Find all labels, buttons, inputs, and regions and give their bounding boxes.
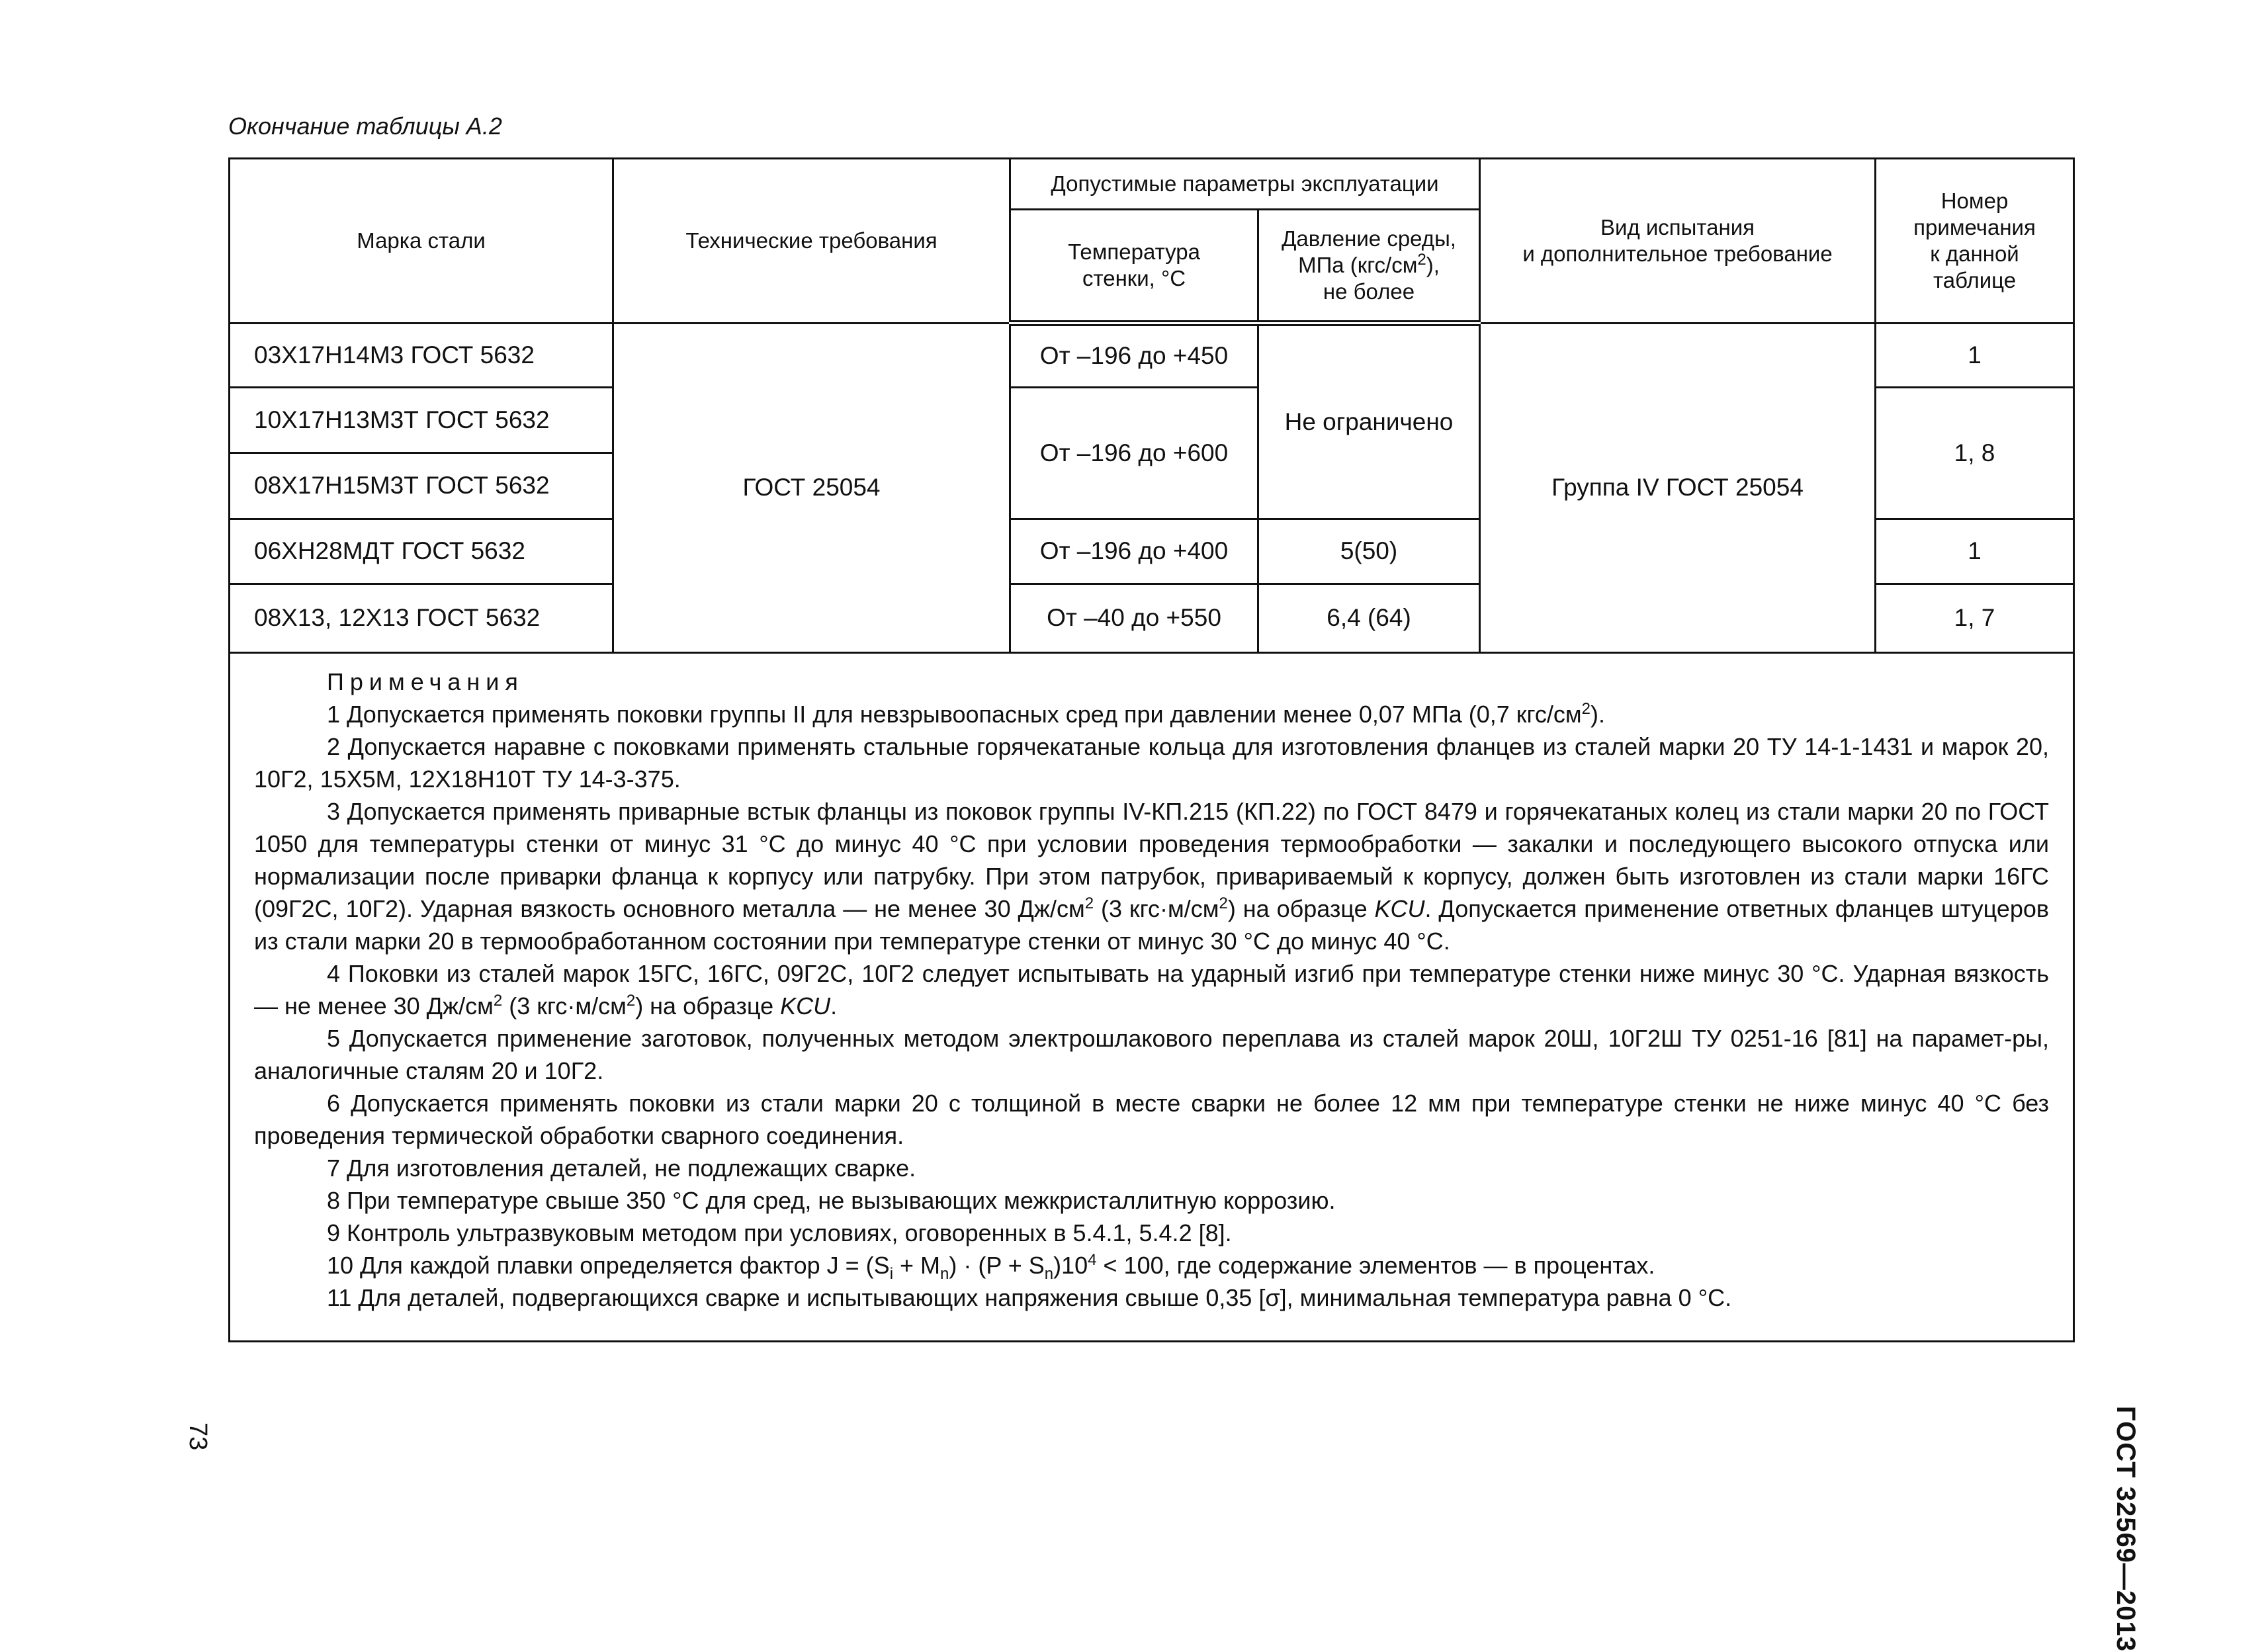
note-number-cell: 1 [1876, 324, 2074, 388]
pressure-cell: Не ограничено [1258, 324, 1480, 519]
note-3 [254, 795, 2049, 957]
header-temperature-line1: Температура [1068, 239, 1200, 264]
header-pressure-line3: не более [1323, 279, 1415, 304]
note-7: 7 Для изготовления деталей, не подлежащих сварке. [327, 1154, 916, 1182]
header-pressure-sup: 2 [1417, 250, 1426, 269]
note-4-text-4: . [830, 992, 838, 1020]
note-number-cell: 1, 7 [1876, 584, 2074, 653]
pressure-cell: 6,4 (64) [1258, 584, 1480, 653]
header-pressure-line2a: МПа (кгс/см [1298, 252, 1418, 277]
header-pressure [1258, 210, 1480, 324]
header-note-line2: примечания [1913, 214, 2036, 239]
header-temperature-line2: стенки, °С [1082, 266, 1186, 290]
header-pressure-line2b: ), [1426, 252, 1440, 277]
note-10-text: 10 Для каждой плавки определяется фактор J = (S [327, 1252, 890, 1279]
steel-grade-cell: 10Х17Н13М3Т ГОСТ 5632 [230, 388, 613, 453]
steel-grade-cell: 03Х17Н14М3 ГОСТ 5632 [230, 324, 613, 388]
temperature-cell: От –40 до +550 [1010, 584, 1258, 653]
note-2: 2 Допускается наравне с поковками применять стальные горячекатаные кольца для изготовления фланцев из сталей марки 20 ТУ 14-1-1431 и марок 20, 10Г2, 15Х5М, 12Х18Н10Т ТУ 14-3-375. [254, 733, 2050, 793]
note-number-cell: 1 [1876, 519, 2074, 584]
note-3-text-2: (3 кгс·м/см [1094, 895, 1219, 922]
note-3-text-3: ) на образце [1227, 895, 1375, 922]
note-4-text-2: (3 кгс·м/см [502, 992, 627, 1020]
steel-grade-cell: 06ХН28МДТ ГОСТ 5632 [230, 519, 613, 584]
note-8: 8 При температуре свыше 350 °С для сред, не вызывающих межкристаллитную коррозию. [327, 1187, 1336, 1214]
header-test-line1: Вид испытания [1600, 214, 1755, 239]
note-1-sup: 2 [1581, 700, 1591, 718]
note-4-text: 4 Поковки из сталей марок 15ГС, 16ГС, 09Г2С, 10Г2 следует испытывать на ударный изгиб при температуре стенки ниже минус 30 °С. Ударная вязкость — не менее 30 Дж/см [254, 960, 2050, 1020]
note-10-sub-2: n [940, 1265, 949, 1283]
note-3-sup-1: 2 [1084, 894, 1094, 912]
header-temperature [1010, 210, 1258, 324]
standard-code: ГОСТ 32569—2013 [2111, 1406, 2140, 1652]
table-caption: Окончание таблицы А.2 [228, 112, 502, 140]
temperature-cell: От –196 до +400 [1010, 519, 1258, 584]
note-5: 5 Допускается применение заготовок, полученных методом электрошлакового переплава из сталей марок 20Ш, 10Г2Ш ТУ 0251-16 [81] на парамет-ры, аналогичные сталям 20 и 10Г2. [254, 1025, 2050, 1084]
header-tech-req: Технические требования [613, 159, 1010, 324]
note-4-kcu: KCU [780, 992, 831, 1020]
note-4 [254, 957, 2049, 1022]
note-1-text: 1 Допускается применять поковки группы II для невзрывоопасных сред при давлении менее 0,07 МПа (0,7 кгс/см [327, 701, 1582, 728]
header-note-line3: к данной [1930, 241, 2019, 266]
temperature-cell: От –196 до +450 [1010, 324, 1258, 388]
note-6: 6 Допускается применять поковки из стали марки 20 с толщиной в месте сварки не более 12 мм при температуре стенки не ниже минус 40 °С без проведения термической обработки сварного соединения. [254, 1090, 2050, 1149]
note-3-text-4: . Допускается применение ответных фланцев штуцеров из стали марки 20 в термообработанном состоянии при температуре стенки от минус 30 °С до минус 40 °С. [254, 895, 2050, 955]
note-3-text: 3 Допускается применять приварные встык фланцы из поковок группы IV-КП.215 (КП.22) по ГОСТ 8479 и горячекатаных колец из стали марки 20 по ГОСТ 1050 для температуры стенки от минус 31 °С до минус 40 °С при условии проведения термообработки — закалки и последующего высокого отпуска или нормализации после приварки фланца к корпусу или патрубку. При этом патрубок, привариваемый к корпусу, должен быть изготовлен из стали марки 16ГС (09Г2С, 10Г2). Ударная вязкость основного металла — не менее 30 Дж/см [254, 798, 2050, 922]
tech-req-cell: ГОСТ 25054 [613, 324, 1010, 653]
note-10 [254, 1249, 2049, 1282]
note-11: 11 Для деталей, подвергающихся сварке и испытывающих напряжения свыше 0,35 [σ], минимальная температура равна 0 °С. [327, 1284, 1732, 1311]
note-number-cell: 1, 8 [1876, 388, 2074, 519]
note-3-kcu: KCU [1374, 895, 1425, 922]
notes-row [230, 653, 2074, 1342]
steel-grade-cell: 08Х13, 12Х13 ГОСТ 5632 [230, 584, 613, 653]
note-4-sup-1: 2 [493, 992, 503, 1010]
header-steel-grade: Марка стали [230, 159, 613, 324]
note-10-sub-3: n [1044, 1265, 1054, 1283]
note-9: 9 Контроль ультразвуковым методом при условиях, оговоренных в 5.4.1, 5.4.2 [8]. [327, 1219, 1232, 1246]
table-row [230, 324, 2074, 388]
header-note-line1: Номер [1940, 188, 2009, 213]
note-10-sup: 4 [1088, 1251, 1097, 1269]
steel-grade-cell: 08Х17Н15М3Т ГОСТ 5632 [230, 453, 613, 519]
note-3-sup-2: 2 [1219, 894, 1228, 912]
test-cell: Группа IV ГОСТ 25054 [1480, 324, 1876, 653]
note-1-end: ). [1591, 701, 1606, 728]
note-4-sup-2: 2 [626, 992, 636, 1010]
header-test-line2: и дополнительное требование [1522, 241, 1833, 266]
note-10-text-3: ) · (P + S [949, 1252, 1045, 1279]
note-10-sub-1: i [889, 1265, 894, 1283]
header-note-line4: таблице [1933, 268, 2017, 293]
header-test [1480, 159, 1876, 324]
header-params-group: Допустимые параметры эксплуатации [1010, 159, 1480, 210]
note-10-text-2: + M [893, 1252, 941, 1279]
header-pressure-line1: Давление среды, [1282, 226, 1456, 251]
note-1 [254, 698, 2049, 730]
header-note-number [1876, 159, 2074, 324]
note-4-text-3: ) на образце [635, 992, 781, 1020]
temperature-cell: От –196 до +600 [1010, 388, 1258, 519]
notes-block [230, 653, 2074, 1342]
note-10-text-4: )10 [1053, 1252, 1088, 1279]
page-number: 73 [184, 1422, 212, 1451]
steel-table [228, 157, 2075, 1342]
note-10-text-5: < 100, где содержание элементов — в процентах. [1096, 1252, 1655, 1279]
notes-title: Примечания [327, 668, 524, 695]
pressure-cell: 5(50) [1258, 519, 1480, 584]
